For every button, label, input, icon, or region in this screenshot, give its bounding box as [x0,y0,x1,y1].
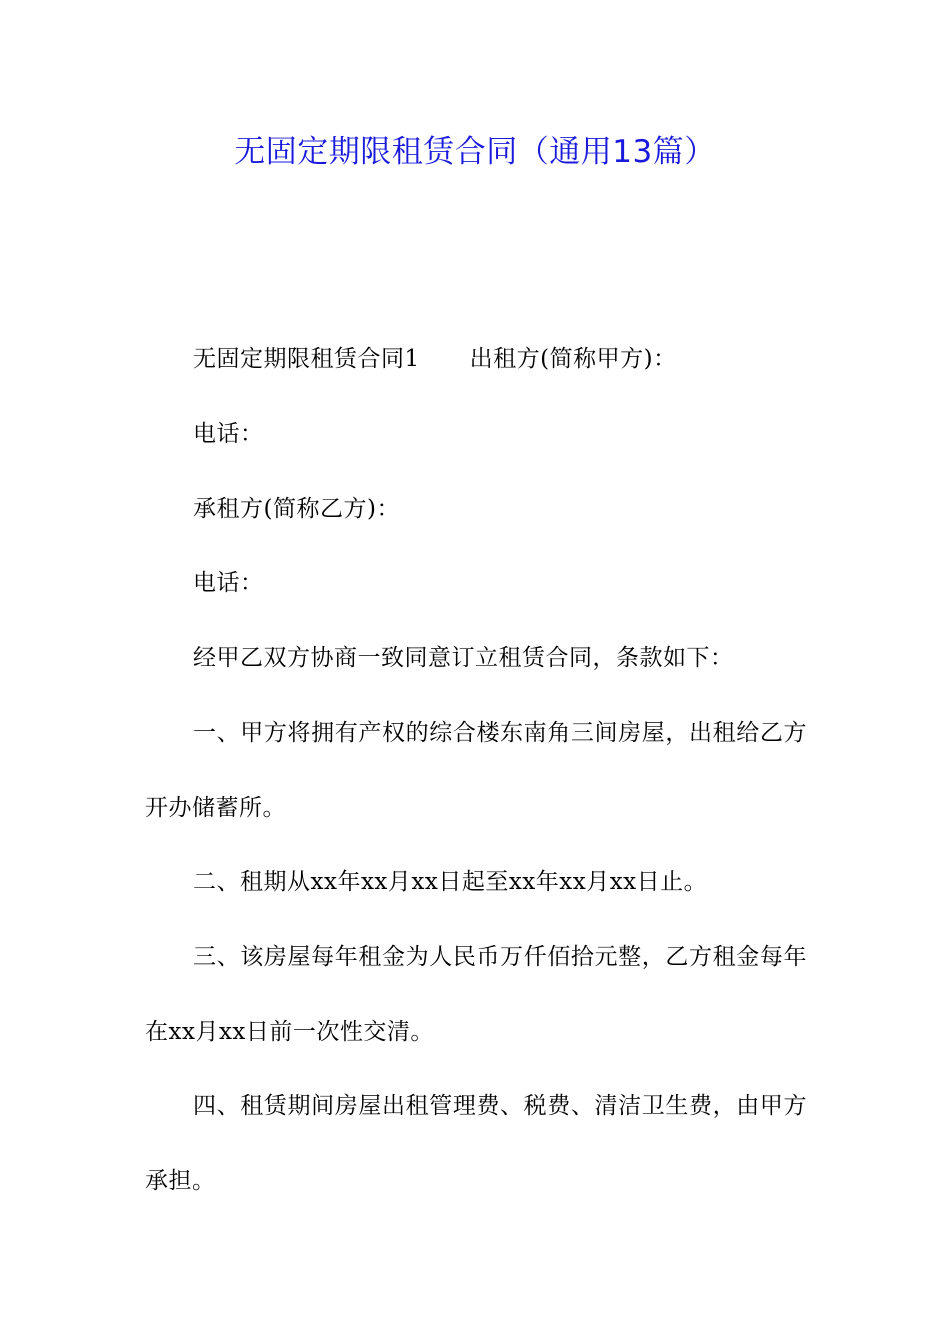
lessor-phone: 电话： [193,421,264,447]
contract-heading-line [145,322,807,397]
intro-paragraph: 经甲乙双方协商一致同意订立租赁合同，条款如下： [193,645,734,671]
clause-4: 四、租赁期间房屋出租管理费、税费、清洁卫生费，由甲方承担。 [145,1093,807,1194]
contract-heading: 无固定期限租赁合同1 [193,346,420,372]
document-title: 无固定期限租赁合同（通用13篇） [234,134,716,170]
clause-2: 二、租期从xx年xx月xx日起至xx年xx月xx日止。 [193,869,708,895]
lessee-label: 承租方(简称乙方)： [193,496,400,522]
lessee-phone: 电话： [193,570,264,596]
clause-3: 三、该房屋每年租金为人民币万仟佰拾元整，乙方租金每年在xx月xx日前一次性交清。 [145,944,807,1045]
lessor-label: 出租方(简称甲方)： [469,346,677,372]
clause-1: 一、甲方将拥有产权的综合楼东南角三间房屋，出租给乙方开办储蓄所。 [145,720,807,821]
